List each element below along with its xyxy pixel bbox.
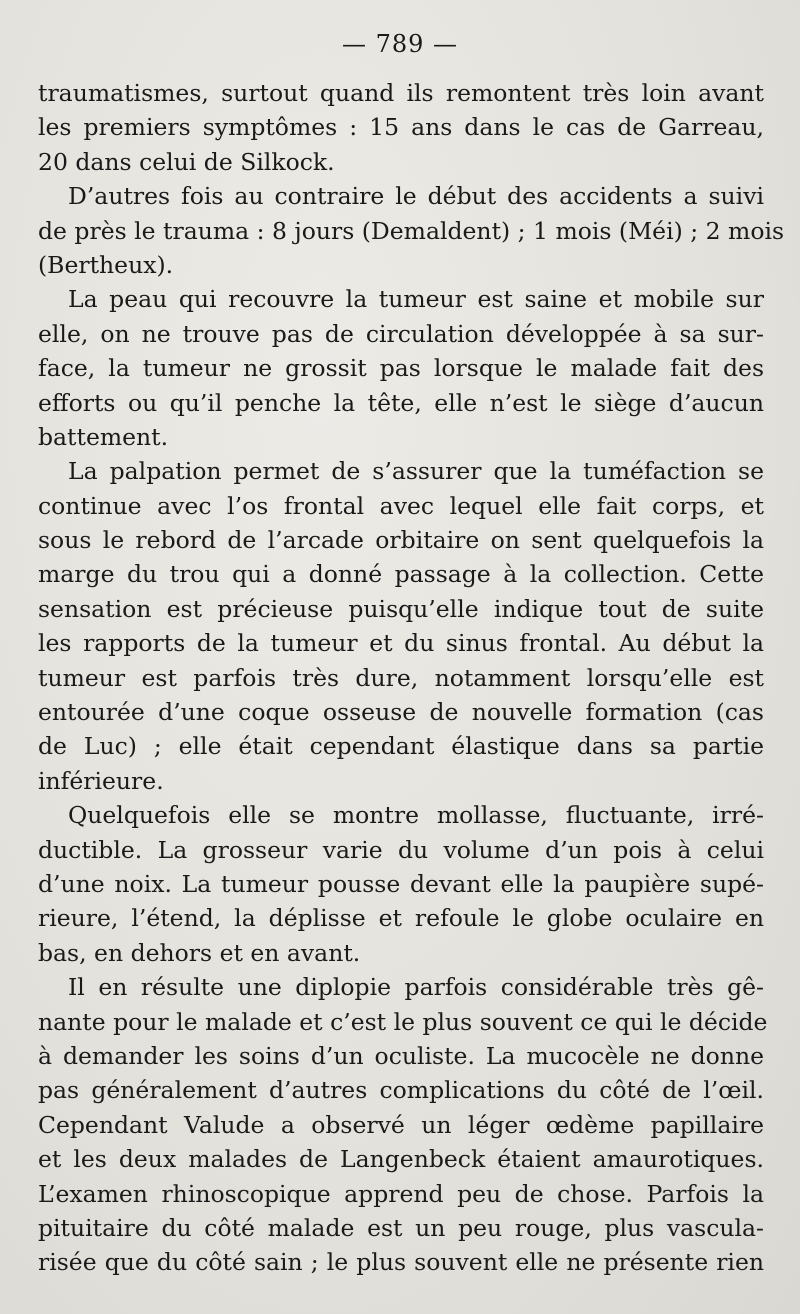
paragraph-4-line-4: marge du trou qui a donné passage à la collection. Cette xyxy=(38,560,764,589)
paragraph-6-line-6: et les deux malades de Langenbeck étaient amaurotiques. xyxy=(38,1145,764,1174)
paragraph-4-line-1: La palpation permet de s’assurer que la tuméfaction se xyxy=(68,457,764,486)
paragraph-2-line-3: (Bertheux). xyxy=(38,250,174,279)
paragraph-5-line-4: rieure, l’étend, la déplisse et refoule le globe oculaire en xyxy=(38,904,764,933)
paragraph-6-line-3: à demander les soins d’un oculiste. La mucocèle ne donne xyxy=(38,1041,764,1070)
paragraph-1-line-3: 20 dans celui de Silkock. xyxy=(38,147,335,176)
paragraph-6-line-5: Cependant Valude a observé un léger œdème papillaire xyxy=(38,1110,764,1139)
paragraph-4-line-8: entourée d’une coque osseuse de nouvelle formation (cas xyxy=(38,698,764,727)
page-number: — 789 — xyxy=(341,30,459,58)
paragraph-5-line-3: d’une noix. La tumeur pousse devant elle la paupière supé- xyxy=(38,869,764,898)
paragraph-5-line-1: Quelquefois elle se montre mollasse, fluctuante, irré- xyxy=(68,801,764,830)
paragraph-6-line-7: L’examen rhinoscopique apprend peu de chose. Parfois la xyxy=(38,1179,764,1208)
paragraph-3-line-2: elle, on ne trouve pas de circulation développée à sa sur- xyxy=(38,319,764,348)
paragraph-4-line-2: continue avec l’os frontal avec lequel elle fait corps, et xyxy=(38,491,764,520)
paragraph-2-line-1: D’autres fois au contraire le début des accidents a suivi xyxy=(68,182,764,211)
text-body xyxy=(38,76,785,1280)
paragraph-6-line-9: risée que du côté sain ; le plus souvent elle ne présente rien xyxy=(38,1248,764,1277)
paragraph-3-line-5: battement. xyxy=(38,422,169,451)
paragraph-6-line-8: pituitaire du côté malade est un peu rouge, plus vascula- xyxy=(38,1213,764,1242)
paragraph-1-line-1: traumatismes, surtout quand ils remontent très loin avant xyxy=(38,79,764,107)
paragraph-4-line-9: de Luc) ; elle était cependant élastique dans sa partie xyxy=(38,732,764,761)
paragraph-5-line-2: ductible. La grosseur varie du volume d’un pois à celui xyxy=(38,835,764,864)
paragraph-3-line-3: face, la tumeur ne grossit pas lorsque le malade fait des xyxy=(38,354,764,383)
paragraph-2-line-2: de près le trauma : 8 jours (Demaldent) ; 1 mois (Méi) ; 2 mois xyxy=(38,216,785,245)
paragraph-3-line-1: La peau qui recouvre la tumeur est saine et mobile sur xyxy=(68,285,764,314)
paragraph-4-line-7: tumeur est parfois très dure, notamment lorsqu’elle est xyxy=(38,663,764,692)
paragraph-4-line-3: sous le rebord de l’arcade orbitaire on sent quelquefois la xyxy=(38,526,764,555)
paragraph-1-line-2: les premiers symptômes : 15 ans dans le cas de Garreau, xyxy=(38,113,764,142)
paragraph-6-line-4: pas généralement d’autres complications du côté de l’œil. xyxy=(38,1076,764,1105)
paragraph-3-line-4: efforts ou qu’il penche la tête, elle n’est le siège d’aucun xyxy=(38,388,764,417)
paragraph-5-line-5: bas, en dehors et en avant. xyxy=(38,938,361,967)
paragraph-6-line-2: nante pour le malade et c’est le plus souvent ce qui le décide xyxy=(38,1007,768,1036)
paragraph-4-line-6: les rapports de la tumeur et du sinus frontal. Au début la xyxy=(38,629,764,658)
paragraph-4-line-5: sensation est précieuse puisqu’elle indique tout de suite xyxy=(38,594,764,623)
paragraph-6-line-1: Il en résulte une diplopie parfois considérable très gê- xyxy=(68,973,764,1002)
paragraph-4-line-10: inférieure. xyxy=(38,766,164,795)
